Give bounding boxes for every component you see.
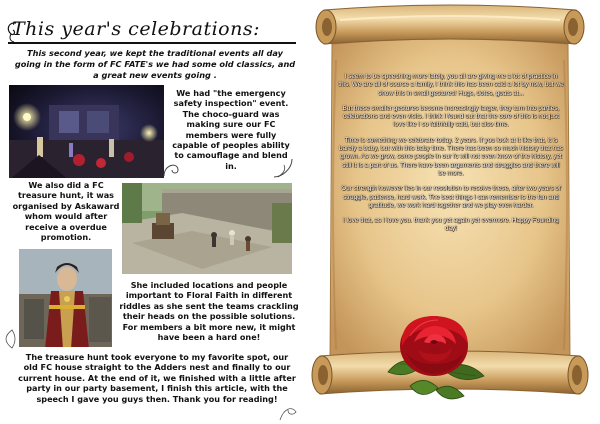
- speech-paragraph: Time is something we celebrate today. 2 years. If you look at it like that, it is barely a baby, but with this baby time. There has been so much history that has grown. As we grow, some people in our fc will not even know of the history, yet still it is a part of us. There have been arguments and struggles and there will be more.: [339, 136, 563, 177]
- speech-paragraph: I seem to be speeching more lately, you all are giving me a lot of practice in this. We are all of course a family, I think this has been said a lot by now, but we show this in small gestures! Hugs, dotes, goats at...: [338, 73, 564, 97]
- speech-paragraph: I love that, as I love you. thank you yet again yet evermore. Happy Founding day!: [343, 217, 559, 233]
- locations-paragraph: She included locations and people important to Floral Faith in different riddles as she sent the teams crackling their heads on the possible solutions. For members a bit more new, it might have been a hard one!: [119, 280, 299, 343]
- speech-paragraph: Our strength however lies in our resolution to resolve these, after two years of struggle, patience, hard work. The best things I can remember is the fun and gratitude, we work hard together and we play even harder.: [341, 185, 561, 209]
- rose-icon: [380, 306, 490, 406]
- ornament-corner-icon: [272, 157, 294, 179]
- closing-paragraph: The treasure hunt took everyone to my favorite spot, our old FC house straight to the Adders nest and finally to our current house. At the end of it, we finished with a little after party in our party basement, I finish this article, with the speech I gave you guys then. Thank you for reading!: [18, 352, 296, 404]
- ornament-vine-icon: [2, 328, 22, 350]
- title-underline: [8, 42, 296, 44]
- ornament-bottom-icon: [278, 402, 298, 422]
- event-screenshot-night: [8, 84, 165, 179]
- founding-speech: [338, 73, 564, 241]
- event-screenshot-courtyard: [121, 182, 293, 275]
- speech-paragraph: But these smaller gestures become increasingly larger, they turn into parties, celebrations and even visits. I think I found out that the core of this is not just love like I so faithfully said, but also time.: [342, 104, 560, 129]
- ornament-swirl-icon: [160, 156, 184, 180]
- treasure-paragraph: We also did a FC treasure hunt, it was organised by Askaward whom would after receive a overdue promotion.: [12, 180, 120, 243]
- inspection-paragraph: We had "the emergency safety inspection" event. The choco-guard was making sure our FC members were fully capable of peoples ability to camouflage and blend in.: [172, 88, 290, 171]
- event-screenshot-portrait: [18, 248, 113, 348]
- scroll-page: [300, 0, 600, 424]
- intro-text: This second year, we kept the traditional events all day going in the form of FC FATE's we had some old classics, and a great new events going .: [14, 48, 296, 80]
- page-title: This year's celebrations:: [12, 18, 260, 40]
